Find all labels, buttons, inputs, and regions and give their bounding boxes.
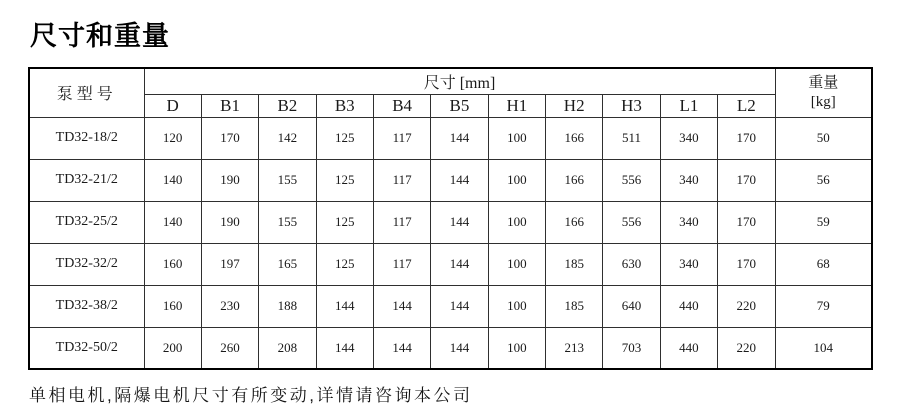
dimension-value-cell: 155 [259, 201, 316, 243]
dimension-value-cell: 556 [603, 159, 660, 201]
dimension-value-cell: 170 [718, 117, 775, 159]
dimension-value-cell: 142 [259, 117, 316, 159]
dimension-value-cell: 144 [431, 201, 488, 243]
dimension-value-cell: 340 [660, 117, 717, 159]
table-row [29, 285, 872, 327]
pump-model-cell: TD32-50/2 [29, 327, 144, 369]
dimension-value-cell: 144 [431, 285, 488, 327]
dimension-value-cell: 213 [546, 327, 603, 369]
footnote: 单相电机,隔爆电机尺寸有所变动,详情请咨询本公司 [29, 386, 473, 405]
dimension-value-cell: 170 [718, 243, 775, 285]
dimension-value-cell: 340 [660, 159, 717, 201]
table-row [29, 243, 872, 285]
dimension-value-cell: 100 [488, 159, 545, 201]
weight-header-label: 重量 [808, 75, 839, 91]
dimension-column-header-b1: B1 [201, 94, 258, 117]
dimension-value-cell: 340 [660, 201, 717, 243]
dimension-value-cell: 170 [201, 117, 258, 159]
dimension-value-cell: 197 [201, 243, 258, 285]
dimension-value-cell: 144 [373, 327, 430, 369]
dimension-columns-row [29, 94, 872, 117]
dimension-value-cell: 144 [431, 243, 488, 285]
weight-value-cell: 59 [775, 201, 872, 243]
weight-value-cell: 79 [775, 285, 872, 327]
dimension-column-header-b2: B2 [259, 94, 316, 117]
dimension-column-header-l1: L1 [660, 94, 717, 117]
dimension-value-cell: 166 [546, 159, 603, 201]
table-row [29, 327, 872, 369]
dimension-value-cell: 117 [373, 243, 430, 285]
dimension-value-cell: 117 [373, 201, 430, 243]
dimension-value-cell: 188 [259, 285, 316, 327]
table-body [29, 117, 872, 369]
dimension-value-cell: 140 [144, 201, 201, 243]
dimension-column-header-b4: B4 [373, 94, 430, 117]
dimension-column-header-l2: L2 [718, 94, 775, 117]
table-row [29, 201, 872, 243]
dimension-value-cell: 100 [488, 285, 545, 327]
dimension-value-cell: 703 [603, 327, 660, 369]
weight-value-cell: 50 [775, 117, 872, 159]
pump-model-cell: TD32-32/2 [29, 243, 144, 285]
dimension-value-cell: 100 [488, 327, 545, 369]
dimension-value-cell: 440 [660, 327, 717, 369]
weight-column-header [775, 68, 872, 117]
table-row [29, 159, 872, 201]
dimension-value-cell: 556 [603, 201, 660, 243]
dimension-value-cell: 144 [431, 117, 488, 159]
dimension-value-cell: 140 [144, 159, 201, 201]
dimension-value-cell: 125 [316, 117, 373, 159]
dimension-value-cell: 100 [488, 243, 545, 285]
dimension-value-cell: 190 [201, 201, 258, 243]
weight-value-cell: 104 [775, 327, 872, 369]
dimension-column-header-h3: H3 [603, 94, 660, 117]
table-row [29, 117, 872, 159]
dimension-value-cell: 125 [316, 201, 373, 243]
weight-value-cell: 56 [775, 159, 872, 201]
pump-model-column-header: 泵型号 [29, 68, 144, 117]
dimension-value-cell: 144 [373, 285, 430, 327]
dimension-column-header-b3: B3 [316, 94, 373, 117]
dimension-value-cell: 511 [603, 117, 660, 159]
dimension-column-header-h2: H2 [546, 94, 603, 117]
dimension-value-cell: 640 [603, 285, 660, 327]
dimension-value-cell: 120 [144, 117, 201, 159]
dimension-value-cell: 117 [373, 159, 430, 201]
dimension-value-cell: 185 [546, 285, 603, 327]
dimension-value-cell: 230 [201, 285, 258, 327]
dimension-value-cell: 144 [431, 159, 488, 201]
pump-model-cell: TD32-18/2 [29, 117, 144, 159]
weight-header-unit: [kg] [810, 93, 836, 110]
dimension-value-cell: 155 [259, 159, 316, 201]
dimension-value-cell: 630 [603, 243, 660, 285]
dimension-column-header-h1: H1 [488, 94, 545, 117]
dimension-value-cell: 185 [546, 243, 603, 285]
dimension-value-cell: 170 [718, 201, 775, 243]
dimension-value-cell: 166 [546, 201, 603, 243]
dimension-value-cell: 220 [718, 285, 775, 327]
dimension-value-cell: 160 [144, 285, 201, 327]
dimension-value-cell: 100 [488, 201, 545, 243]
header-group-row [29, 68, 872, 94]
dimension-column-header-b5: B5 [431, 94, 488, 117]
dimension-value-cell: 200 [144, 327, 201, 369]
dimension-value-cell: 166 [546, 117, 603, 159]
dimension-value-cell: 160 [144, 243, 201, 285]
dimension-value-cell: 144 [316, 285, 373, 327]
dimension-value-cell: 170 [718, 159, 775, 201]
weight-value-cell: 68 [775, 243, 872, 285]
dimension-value-cell: 440 [660, 285, 717, 327]
dimension-value-cell: 100 [488, 117, 545, 159]
dimension-value-cell: 125 [316, 243, 373, 285]
pump-model-cell: TD32-21/2 [29, 159, 144, 201]
dimension-value-cell: 208 [259, 327, 316, 369]
dimension-value-cell: 144 [316, 327, 373, 369]
pump-model-cell: TD32-38/2 [29, 285, 144, 327]
dimension-value-cell: 260 [201, 327, 258, 369]
dimensions-weight-table [28, 67, 873, 370]
dimension-value-cell: 190 [201, 159, 258, 201]
dimension-value-cell: 165 [259, 243, 316, 285]
dimension-value-cell: 340 [660, 243, 717, 285]
pump-model-cell: TD32-25/2 [29, 201, 144, 243]
dimension-column-header-d: D [144, 94, 201, 117]
page-title: 尺寸和重量 [30, 21, 170, 51]
dimension-value-cell: 125 [316, 159, 373, 201]
dimension-value-cell: 144 [431, 327, 488, 369]
dimension-value-cell: 117 [373, 117, 430, 159]
dimension-value-cell: 220 [718, 327, 775, 369]
dimensions-group-header: 尺寸 [mm] [144, 68, 775, 94]
